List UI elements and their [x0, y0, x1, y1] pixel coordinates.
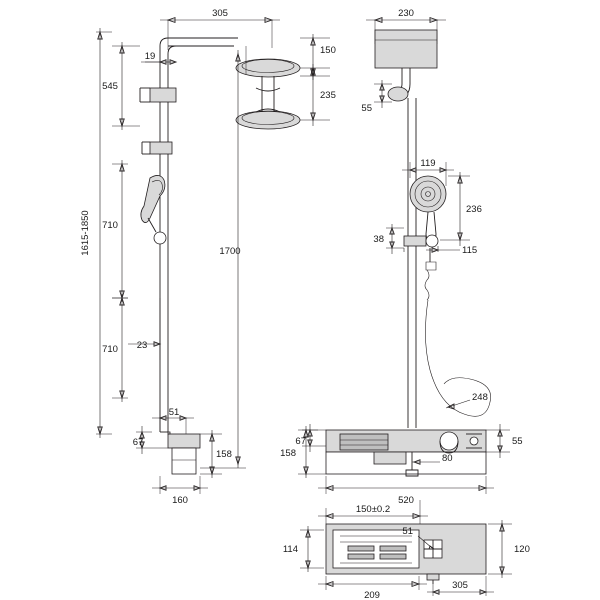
dim-right-67: 67 — [295, 436, 306, 447]
dim-left-305: 305 — [212, 8, 228, 19]
dim-right-80: 80 — [442, 453, 453, 464]
dim-right-38: 38 — [373, 234, 384, 245]
dim-bottom-51: 51 — [402, 526, 413, 537]
dim-left-545: 545 — [102, 81, 118, 92]
dim-right-119: 119 — [420, 158, 436, 169]
dim-left-67: 67 — [132, 437, 144, 448]
dim-right-55-edge: 55 — [512, 436, 523, 447]
dim-left-235: 235 — [320, 90, 336, 101]
dim-left-710-lower: 710 — [102, 344, 118, 355]
dim-bottom-120: 120 — [514, 544, 530, 555]
dim-left-1700: 1700 — [219, 246, 241, 257]
dim-right-236: 236 — [466, 204, 482, 215]
dim-left-150: 150 — [320, 45, 336, 56]
dim-bottom-150: 150±0.2 — [355, 504, 391, 515]
dim-right-248: 248 — [472, 392, 488, 403]
dim-right-230: 230 — [398, 8, 414, 19]
dim-left-51: 51 — [168, 407, 180, 418]
dim-right-115: 115 — [462, 245, 478, 256]
dim-right-520: 520 — [398, 495, 414, 506]
dim-bottom-114: 114 — [282, 544, 298, 555]
dim-right-55: 55 — [361, 103, 372, 114]
dim-bottom-305: 305 — [452, 580, 468, 591]
dim-left-158: 158 — [216, 449, 232, 460]
dim-bottom-209: 209 — [364, 590, 380, 600]
dim-left-19: 19 — [144, 51, 156, 62]
dim-left-160: 160 — [172, 495, 188, 506]
dim-left-total-range: 1615-1850 — [80, 210, 91, 256]
dim-left-23: 23 — [136, 340, 148, 351]
dim-right-158: 158 — [280, 448, 296, 459]
dim-left-710-upper: 710 — [102, 220, 118, 231]
